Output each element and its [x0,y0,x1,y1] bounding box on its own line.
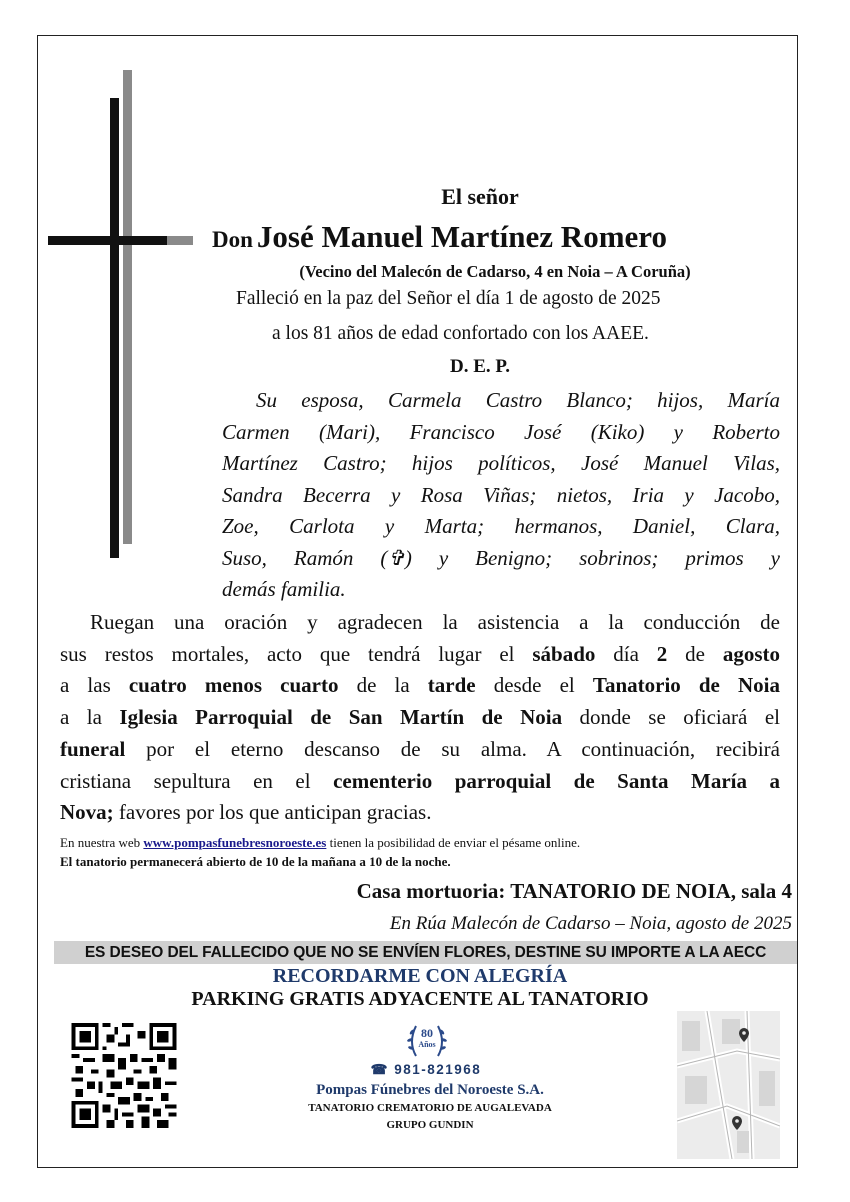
dep-text: D. E. P. [449,356,510,377]
flowers-banner: ES DESEO DEL FALLECIDO QUE NO SE ENVÍEN FLORES, DESTINE SU IMPORTE A LA AECC [54,941,797,964]
cross-gray-vertical [123,70,132,544]
ceremony-line: a la Iglesia Parroquial de San Martín de Noia donde se oficiará el [60,705,780,730]
family-line: Martínez Castro; hijos políticos, José Manuel Vilas, [222,451,780,475]
family-line: Sandra Becerra y Rosa Viñas; nietos, Iria y Jacobo, [222,482,780,507]
don-prefix: Don [212,227,253,252]
ceremony-line: sus restos mortales, acto que tendrá lugar el sábado día 2 de agosto [60,641,781,666]
family-line: Su esposa, Carmela Castro Blanco; hijos, María [256,388,780,412]
deceased-name-line [212,219,802,255]
death-line-1: Falleció en la paz del Señor el día 1 de agosto de 2025 [236,288,661,309]
family-line: Suso, Ramón (✞) y Benigno; sobrinos; primos y [222,545,780,570]
phone-icon: ☎ [370,1062,389,1077]
ceremony-line: Ruegan una oración y agradecen la asistencia a la conducción de [90,610,780,634]
map-streets-icon [677,1011,780,1159]
grupo-text: GRUPO GUNDIN [386,1119,474,1131]
ceremony-line: Nova; favores por los que anticipan gracias. [60,800,432,825]
hours-note: El tanatorio permanecerá abierto de 10 de la mañana a 10 de la noche. [60,854,451,869]
crematorio-text: TANATORIO CREMATORIO DE AUGALEVADA [308,1102,552,1114]
location-map[interactable] [677,1011,780,1159]
website-link[interactable]: www.pompasfunebresnoroeste.es [143,835,327,850]
cross-black-horizontal [48,236,167,245]
residence-text: (Vecino del Malecón de Cadarso, 4 en Noia – A Coruña) [299,262,691,281]
ceremony-paragraph [60,607,780,829]
ceremony-line: funeral por el eterno descanso de su alma. A continuación, recibirá [60,736,780,761]
intro-text: El señor [441,184,519,209]
family-line: demás familia. [222,577,346,601]
web-note: En nuestra web www.pompasfunebresnoroeste.es tienen la posibilidad de enviar el pésame online. [60,835,581,850]
place-date: En Rúa Malecón de Cadarso – Noia, agosto de 2025 [389,913,792,934]
deceased-name: José Manuel Martínez Romero [256,219,667,254]
death-line-2: a los 81 años de edad confortado con los AAEE. [272,323,649,344]
badge-number: 80 [421,1026,433,1040]
parking-text: PARKING GRATIS ADYACENTE AL TANATORIO [191,988,649,1010]
ceremony-line: cristiana sepultura en el cementerio parroquial de Santa María a [60,768,780,793]
casa-mortuoria: Casa mortuoria: TANATORIO DE NOIA, sala 4 [356,879,792,903]
badge-word: Años [418,1040,436,1049]
ceremony-line: a las cuatro menos cuarto de la tarde desde el Tanatorio de Noia [60,673,780,698]
phone-number: 981-821968 [394,1062,482,1077]
company-name: Pompas Fúnebres del Noroeste S.A. [316,1082,544,1098]
family-block [222,385,780,606]
recordarme-text: RECORDARME CON ALEGRÍA [272,965,568,987]
qr-code-icon[interactable] [70,1023,178,1128]
family-line: Carmen (Mari), Francisco José (Kiko) y Roberto [222,419,780,444]
cross-black-vertical [110,98,119,558]
family-line: Zoe, Carlota y Marta; hermanos, Daniel, Clara, [222,514,780,538]
phone-row [340,1062,512,1078]
